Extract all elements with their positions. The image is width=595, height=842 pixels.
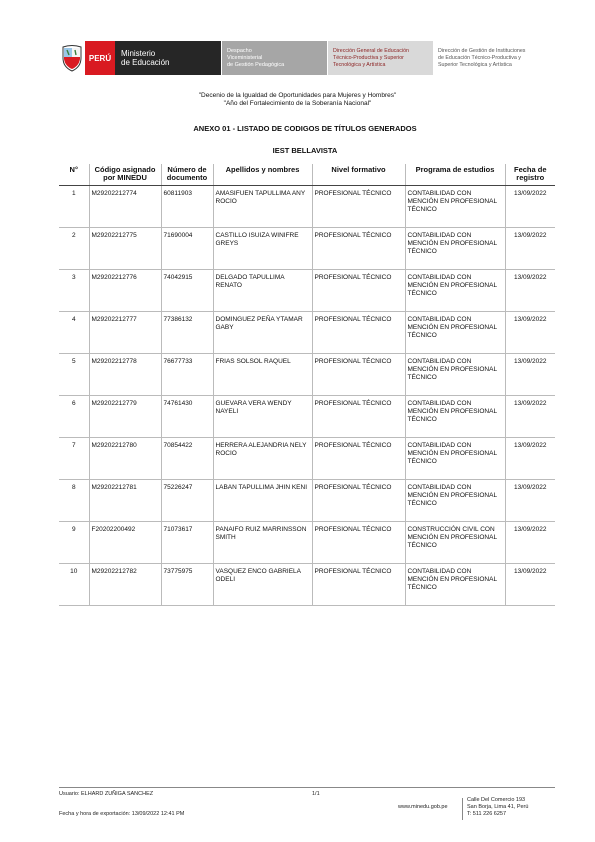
dg-line-3: Tecnológica y Artística: [333, 61, 386, 68]
cell-number: 8: [59, 480, 89, 522]
cell-document: 60811903: [161, 186, 213, 228]
table-row: [59, 312, 555, 354]
institution-name: IEST BELLAVISTA: [272, 146, 338, 155]
footer-address-line-1: Calle Del Comercio 193: [467, 797, 526, 803]
cell-level: PROFESIONAL TÉCNICO: [312, 438, 405, 480]
cell-names: HERRERA ALEJANDRIA NELY ROCIO: [213, 438, 312, 480]
cell-code: M29202212779: [89, 396, 161, 438]
table-row: [59, 480, 555, 522]
di-line-2: de Educación Técnico-Productiva y: [438, 54, 521, 61]
footer-export-time: Fecha y hora de exportación: 13/09/2022 12:41 PM: [59, 811, 185, 817]
cell-document: 74042915: [161, 270, 213, 312]
cell-program: CONTABILIDAD CON MENCIÓN EN PROFESIONAL TÉCNICO: [405, 228, 505, 270]
direccion-instituciones-box: [433, 41, 548, 75]
ministry-line-1: Ministerio: [121, 49, 156, 58]
col-header-document: Número de documento: [161, 164, 213, 186]
cell-number: 6: [59, 396, 89, 438]
titles-table: [59, 164, 555, 606]
despacho-box: [221, 41, 327, 75]
cell-level: PROFESIONAL TÉCNICO: [312, 480, 405, 522]
cell-program: CONTABILIDAD CON MENCIÓN EN PROFESIONAL TÉCNICO: [405, 438, 505, 480]
cell-program: CONTABILIDAD CON MENCIÓN EN PROFESIONAL TÉCNICO: [405, 480, 505, 522]
cell-number: 4: [59, 312, 89, 354]
footer-user: Usuario: ELHARD ZUÑIGA SANCHEZ: [59, 791, 154, 797]
cell-level: PROFESIONAL TÉCNICO: [312, 396, 405, 438]
col-header-level: Nivel formativo: [312, 164, 405, 186]
table-row: [59, 354, 555, 396]
table-row: [59, 564, 555, 606]
cell-date: 13/09/2022: [505, 480, 555, 522]
decenio-line-2: "Año del Fortalecimiento de la Soberanía Nacional": [223, 100, 372, 107]
table-row: [59, 228, 555, 270]
cell-names: AMASIFUEN TAPULLIMA ANY ROCIO: [213, 186, 312, 228]
decenio-motto: [0, 92, 595, 108]
cell-document: 70854422: [161, 438, 213, 480]
cell-code: M29202212776: [89, 270, 161, 312]
cell-code: M29202212777: [89, 312, 161, 354]
cell-names: FRIAS SOLSOL RAQUEL: [213, 354, 312, 396]
cell-level: PROFESIONAL TÉCNICO: [312, 354, 405, 396]
coat-of-arms-icon: [58, 41, 85, 75]
table-row: [59, 396, 555, 438]
cell-level: PROFESIONAL TÉCNICO: [312, 228, 405, 270]
cell-level: PROFESIONAL TÉCNICO: [312, 270, 405, 312]
cell-code: M29202212781: [89, 480, 161, 522]
ministry-line-2: de Educación: [121, 58, 170, 67]
cell-date: 13/09/2022: [505, 438, 555, 480]
col-header-names: Apellidos y nombres: [213, 164, 312, 186]
cell-date: 13/09/2022: [505, 522, 555, 564]
col-header-date: Fecha de registro: [505, 164, 555, 186]
cell-date: 13/09/2022: [505, 396, 555, 438]
cell-number: 3: [59, 270, 89, 312]
footer-separator: [462, 798, 463, 820]
cell-level: PROFESIONAL TÉCNICO: [312, 186, 405, 228]
cell-names: CASTILLO ISUIZA WINIFRE GREYS: [213, 228, 312, 270]
cell-program: CONTABILIDAD CON MENCIÓN EN PROFESIONAL TÉCNICO: [405, 564, 505, 606]
cell-level: PROFESIONAL TÉCNICO: [312, 564, 405, 606]
cell-names: LABAN TAPULLIMA JHIN KENI: [213, 480, 312, 522]
cell-document: 73775975: [161, 564, 213, 606]
table-row: [59, 186, 555, 228]
cell-number: 10: [59, 564, 89, 606]
cell-number: 2: [59, 228, 89, 270]
cell-level: PROFESIONAL TÉCNICO: [312, 522, 405, 564]
cell-names: DOMINGUEZ PEÑA YTAMAR GABY: [213, 312, 312, 354]
cell-names: PANAIFO RUIZ MARRINSSON SMITH: [213, 522, 312, 564]
dg-line-2: Técnico-Productiva y Superior: [333, 54, 404, 61]
col-header-code: Código asignado por MINEDU: [89, 164, 161, 186]
table-row: [59, 522, 555, 564]
cell-program: CONTABILIDAD CON MENCIÓN EN PROFESIONAL TÉCNICO: [405, 186, 505, 228]
cell-code: M29202212778: [89, 354, 161, 396]
decenio-line-1: "Decenio de la Igualdad de Oportunidades para Mujeres y Hombres": [198, 92, 397, 99]
cell-code: M29202212775: [89, 228, 161, 270]
document-title: ANEXO 01 - LISTADO DE CODIGOS DE TÍTULOS GENERADOS: [193, 124, 417, 133]
cell-number: 9: [59, 522, 89, 564]
cell-document: 76677733: [161, 354, 213, 396]
footer-address-line-2: San Borja, Lima 41, Perú: [467, 804, 529, 810]
despacho-line-3: de Gestión Pedagógica: [227, 61, 285, 68]
cell-document: 75226247: [161, 480, 213, 522]
cell-code: M29202212774: [89, 186, 161, 228]
cell-number: 1: [59, 186, 89, 228]
col-header-program: Programa de estudios: [405, 164, 505, 186]
cell-code: M29202212780: [89, 438, 161, 480]
cell-date: 13/09/2022: [505, 186, 555, 228]
cell-level: PROFESIONAL TÉCNICO: [312, 312, 405, 354]
cell-program: CONTABILIDAD CON MENCIÓN EN PROFESIONAL TÉCNICO: [405, 354, 505, 396]
country-label: PERÚ: [88, 53, 112, 63]
footer-divider: [59, 787, 555, 788]
cell-program: CONTABILIDAD CON MENCIÓN EN PROFESIONAL TÉCNICO: [405, 396, 505, 438]
cell-program: CONSTRUCCIÓN CIVIL CON MENCIÓN EN PROFESIONAL TÉCNICO: [405, 522, 505, 564]
cell-number: 7: [59, 438, 89, 480]
cell-document: 71690004: [161, 228, 213, 270]
footer-page-number: 1/1: [312, 791, 320, 797]
table-header-row: [59, 164, 555, 186]
cell-document: 77386132: [161, 312, 213, 354]
cell-date: 13/09/2022: [505, 270, 555, 312]
ministry-box: [115, 41, 221, 75]
cell-date: 13/09/2022: [505, 228, 555, 270]
cell-program: CONTABILIDAD CON MENCIÓN EN PROFESIONAL TÉCNICO: [405, 270, 505, 312]
table-row: [59, 270, 555, 312]
cell-code: F20202200492: [89, 522, 161, 564]
cell-names: GUEVARA VERA WENDY NAYELI: [213, 396, 312, 438]
cell-date: 13/09/2022: [505, 564, 555, 606]
footer-website: www.minedu.gob.pe: [398, 804, 448, 810]
cell-program: CONTABILIDAD CON MENCIÓN EN PROFESIONAL TÉCNICO: [405, 312, 505, 354]
footer-address: [467, 797, 528, 818]
footer-phone: T: 511 226 6257: [467, 811, 507, 817]
despacho-line-2: Viceministerial: [227, 54, 263, 61]
cell-names: DELGADO TAPULLIMA RENATO: [213, 270, 312, 312]
peru-brand-box: [85, 41, 115, 75]
cell-document: 74761430: [161, 396, 213, 438]
cell-document: 71073617: [161, 522, 213, 564]
cell-number: 5: [59, 354, 89, 396]
di-line-3: Superior Tecnológica y Artística: [438, 61, 512, 68]
despacho-line-1: Despacho: [227, 47, 252, 54]
cell-date: 13/09/2022: [505, 312, 555, 354]
col-header-n: N°: [59, 164, 89, 186]
minedu-header: [58, 41, 548, 75]
cell-code: M29202212782: [89, 564, 161, 606]
cell-names: VASQUEZ ENCO GABRIELA ODELI: [213, 564, 312, 606]
direccion-general-box: [327, 41, 433, 75]
dg-line-1: Dirección General de Educación: [333, 47, 409, 54]
cell-date: 13/09/2022: [505, 354, 555, 396]
table-row: [59, 438, 555, 480]
di-line-1: Dirección de Gestión de Instituciones: [438, 47, 526, 54]
